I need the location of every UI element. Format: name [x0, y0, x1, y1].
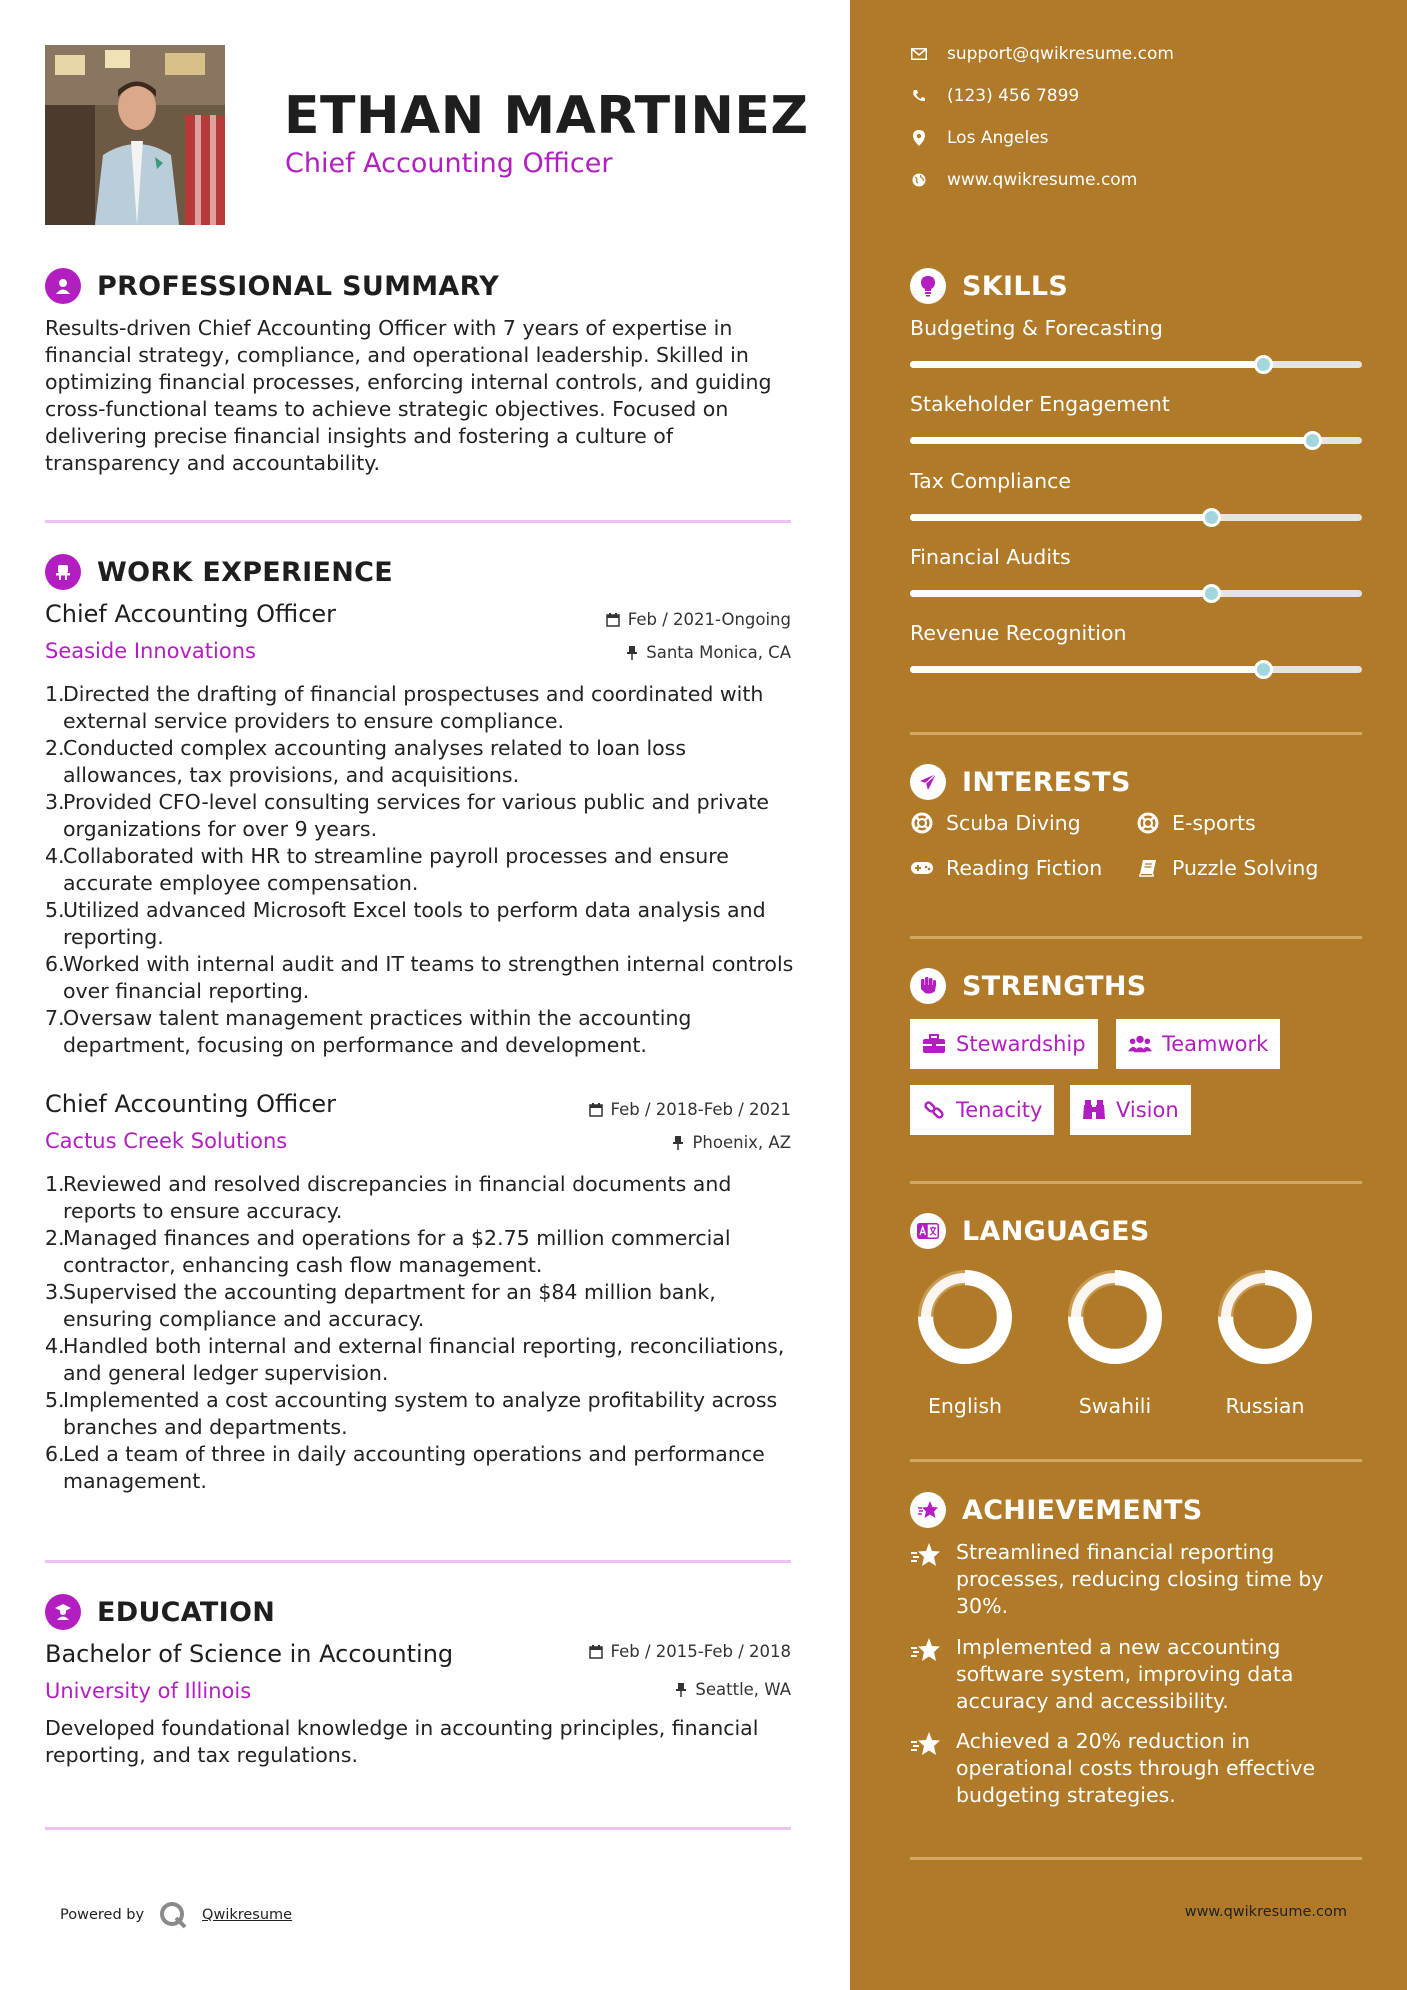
lifebuoy-icon [1136, 811, 1160, 835]
language-ring-inner-edge [1084, 1286, 1146, 1348]
education-location [675, 1680, 791, 1699]
degree: Bachelor of Science in Accounting [45, 1640, 454, 1668]
job-location [672, 1133, 791, 1152]
language-label: English [927, 1394, 1003, 1418]
list-item: 3. Supervised the accounting department for an $84 million bank, ensuring compliance and accuracy. [45, 1280, 716, 1331]
list-item: 4. Handled both internal and external financial reporting, reconciliations, and general ledger supervision. [45, 1334, 785, 1385]
strength-label: Stewardship [956, 1032, 1086, 1056]
skill-label: Budgeting & Forecasting [910, 316, 1163, 340]
languages-heading [910, 1213, 1150, 1249]
language-ring-inner-edge [1234, 1286, 1296, 1348]
skill-fill [910, 514, 1211, 521]
achievement-text: Streamlined financial reporting processes, reducing closing time by 30%. [956, 1540, 1324, 1618]
achievement-text: Implemented a new accounting software system, improving data accuracy and accessibility. [956, 1635, 1294, 1713]
candidate-name: ETHAN MARTINEZ [284, 86, 809, 146]
interests-title: INTERESTS [962, 766, 1131, 798]
lightbulb-icon [910, 268, 946, 304]
education-dates [589, 1642, 791, 1661]
contact-location [910, 128, 1049, 148]
phone-icon [910, 88, 927, 105]
binoculars-icon [1082, 1098, 1106, 1122]
education-heading [45, 1594, 275, 1630]
achievement-item [910, 1728, 1350, 1809]
strengths-title: STRENGTHS [962, 970, 1147, 1002]
skill-label: Stakeholder Engagement [910, 392, 1170, 416]
list-item: 2. Conducted complex accounting analyses related to loan loss allowances, tax provisions, and acquisitions. [45, 736, 687, 787]
interest-label: Scuba Diving [946, 811, 1081, 835]
languages-title: LANGUAGES [962, 1215, 1150, 1247]
interests-heading [910, 764, 1131, 800]
strengths-heading [910, 968, 1147, 1004]
interest-item [1136, 856, 1318, 880]
skill-fill [910, 437, 1312, 444]
achievement-text: Achieved a 20% reduction in operational costs through effective budgeting strategies. [956, 1729, 1316, 1807]
list-item: 1. Directed the drafting of financial prospectuses and coordinated with external service providers to ensure compliance. [45, 682, 764, 733]
interest-label: Puzzle Solving [1172, 856, 1319, 880]
list-item: 7. Oversaw talent management practices within the accounting department, focusing on performance and development. [45, 1006, 692, 1057]
profile-photo [45, 45, 225, 225]
language-ring [1210, 1262, 1320, 1372]
divider [910, 1857, 1362, 1860]
language-label: Swahili [1078, 1394, 1152, 1418]
envelope-icon [910, 46, 927, 63]
candidate-title: Chief Accounting Officer [285, 148, 613, 179]
contact-email[interactable] [910, 44, 1174, 64]
phone-text: (123) 456 7899 [947, 86, 1080, 106]
divider [45, 1560, 791, 1563]
strength-tag [1116, 1019, 1280, 1069]
job-location-text: Phoenix, AZ [692, 1133, 791, 1152]
skill-bar [910, 590, 1362, 597]
list-item: 5. Implemented a cost accounting system to analyze profitability across branches and departments. [45, 1388, 778, 1439]
language-ring [910, 1262, 1020, 1372]
job-title: Chief Accounting Officer [45, 600, 337, 628]
powered-by-label: Powered by [60, 1907, 145, 1923]
education-location-text: Seattle, WA [695, 1680, 791, 1699]
star-icon [910, 1730, 942, 1758]
user-icon [45, 268, 81, 304]
skill-knob [1254, 660, 1273, 679]
qwikresume-link[interactable]: Qwikresume [202, 1907, 293, 1923]
contact-website[interactable] [910, 170, 1137, 190]
job-duties [45, 681, 805, 1059]
skill-label: Tax Compliance [910, 469, 1072, 493]
qwikresume-logo-icon [158, 1900, 188, 1930]
list-item: 6. Worked with internal audit and IT teams to strengthen internal controls over financial reporting. [45, 952, 794, 1003]
fist-icon [910, 968, 946, 1004]
sidebar [850, 0, 1407, 1990]
calendar-icon [589, 1102, 603, 1117]
skill-knob [1202, 508, 1221, 527]
skill-fill [910, 590, 1211, 597]
summary-title: PROFESSIONAL SUMMARY [97, 270, 500, 302]
language-item [910, 1262, 1020, 1418]
language-label: Russian [1225, 1394, 1305, 1418]
link-icon [922, 1098, 946, 1122]
calendar-icon [589, 1644, 603, 1659]
users-icon [1128, 1032, 1152, 1056]
strength-tag [910, 1085, 1054, 1135]
skill-fill [910, 666, 1263, 673]
skill-knob [1202, 584, 1221, 603]
email-text: support@qwikresume.com [947, 44, 1174, 64]
job-dates-text: Feb / 2021-Ongoing [627, 610, 791, 629]
skill-label: Revenue Recognition [910, 621, 1127, 645]
pin-icon [672, 1135, 684, 1150]
strength-tag [1070, 1085, 1191, 1135]
calendar-icon [606, 612, 620, 627]
job-dates [606, 610, 791, 629]
pin-icon [626, 645, 638, 660]
strength-tag [910, 1019, 1098, 1069]
summary-text: Results-driven Chief Accounting Officer with 7 years of expertise in financial strategy, compliance, and operational leadership. Skilled in optimizing financial processes, enforcing internal controls, and guiding cross-functional teams to achieve strategic objectives. Focused on delivering precise financial insights and fostering a culture of transparency and accountability. [45, 316, 772, 475]
interest-label: E-sports [1172, 811, 1256, 835]
achievements-heading [910, 1492, 1203, 1528]
star-icon [910, 1636, 942, 1664]
skills-heading [910, 268, 1068, 304]
achievement-item [910, 1539, 1350, 1620]
job-dates-text: Feb / 2018-Feb / 2021 [610, 1100, 791, 1119]
skill-label: Financial Audits [910, 545, 1071, 569]
list-item: 4. Collaborated with HR to streamline payroll processes and ensure accurate employee compensation. [45, 844, 729, 895]
divider [910, 1181, 1362, 1184]
briefcase-icon [922, 1032, 946, 1056]
list-item: 5. Utilized advanced Microsoft Excel tools to perform data analysis and reporting. [45, 898, 766, 949]
list-item: 6. Led a team of three in daily accounting operations and performance management. [45, 1442, 765, 1493]
language-item [1060, 1262, 1170, 1418]
language-item [1210, 1262, 1320, 1418]
interest-label: Reading Fiction [946, 856, 1103, 880]
experience-heading [45, 554, 393, 590]
graduate-icon [45, 1594, 81, 1630]
list-item: 2. Managed finances and operations for a $2.75 million commercial contractor, enhancing cash flow management. [45, 1226, 731, 1277]
skill-knob [1303, 431, 1322, 450]
job-company: Seaside Innovations [45, 639, 256, 663]
skill-fill [910, 361, 1263, 368]
strength-label: Vision [1116, 1098, 1179, 1122]
language-ring [1060, 1262, 1170, 1372]
lifebuoy-icon [910, 811, 934, 835]
skill-knob [1254, 355, 1273, 374]
divider [45, 520, 791, 523]
footer-website[interactable]: www.qwikresume.com [1184, 1904, 1347, 1920]
gamepad-icon [910, 856, 934, 880]
education-text: Developed foundational knowledge in accounting principles, financial reporting, and tax regulations. [45, 1716, 759, 1767]
skill-bar [910, 437, 1362, 444]
star-badge-icon [910, 1492, 946, 1528]
strength-label: Tenacity [956, 1098, 1043, 1122]
list-item: 3. Provided CFO-level consulting services for various public and private organizations for over 9 years. [45, 790, 770, 841]
summary-heading [45, 268, 499, 304]
language-ring-inner-edge [934, 1286, 996, 1348]
contact-phone[interactable] [910, 86, 1079, 106]
interest-item [1136, 811, 1256, 835]
divider [910, 936, 1362, 939]
interest-item [910, 856, 1102, 880]
education-title: EDUCATION [97, 1596, 276, 1628]
skills-title: SKILLS [962, 270, 1069, 302]
education-dates-text: Feb / 2015-Feb / 2018 [610, 1642, 791, 1661]
skill-bar [910, 361, 1362, 368]
star-icon [910, 1541, 942, 1569]
pin-icon [675, 1682, 687, 1697]
powered-by [60, 1900, 292, 1930]
strength-label: Teamwork [1162, 1032, 1269, 1056]
job-title: Chief Accounting Officer [45, 1090, 337, 1118]
divider [910, 1459, 1362, 1462]
paper-plane-icon [910, 764, 946, 800]
achievements-title: ACHIEVEMENTS [962, 1494, 1203, 1526]
skill-bar [910, 666, 1362, 673]
divider [910, 732, 1362, 735]
job-duties [45, 1171, 805, 1495]
experience-title: WORK EXPERIENCE [97, 556, 393, 588]
skill-bar [910, 514, 1362, 521]
location-text: Los Angeles [947, 128, 1049, 148]
globe-icon [910, 172, 927, 189]
chair-icon [45, 554, 81, 590]
interest-item [910, 811, 1081, 835]
achievement-item [910, 1634, 1350, 1715]
job-company: Cactus Creek Solutions [45, 1129, 288, 1153]
job-location-text: Santa Monica, CA [646, 643, 791, 662]
divider [45, 1827, 791, 1830]
job-dates [589, 1100, 791, 1119]
map-marker-icon [910, 130, 927, 147]
school: University of Illinois [45, 1679, 252, 1703]
language-icon [910, 1213, 946, 1249]
website-text: www.qwikresume.com [947, 170, 1138, 190]
book-icon [1136, 856, 1160, 880]
list-item: 1. Reviewed and resolved discrepancies in financial documents and reports to ensure accuracy. [45, 1172, 732, 1223]
job-location [626, 643, 791, 662]
